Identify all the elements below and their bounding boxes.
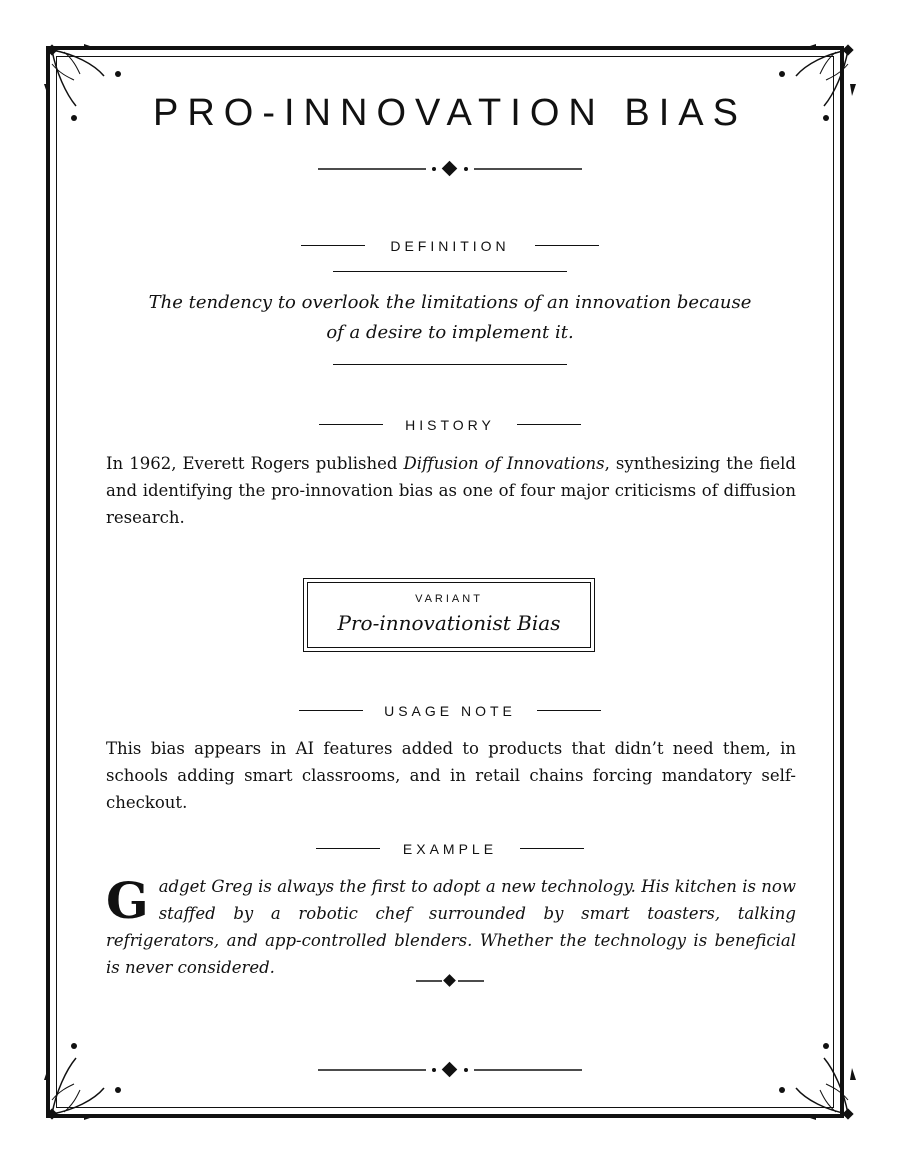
- example-paragraph: [106, 873, 796, 981]
- definition-heading-rule-right: [535, 245, 599, 246]
- example-heading: EXAMPLE: [402, 841, 498, 857]
- example-dropcap: G: [106, 871, 149, 930]
- example-text: adget Greg is always the first to adopt a new technology. His kitchen is now staffed by a robotic chef surrounded by smart toasters, talking refrigerators, and app-controlled blenders. Whether the technology is beneficial is never considered.: [106, 877, 796, 977]
- history-paragraph: [106, 450, 796, 531]
- example-heading-rule-right: [520, 848, 584, 849]
- history-book-title: Diffusion of Innovations: [403, 454, 605, 473]
- title-divider-ornament-icon: [316, 160, 584, 178]
- definition-text: The tendency to overlook the limitations of an innovation because of a desire to implement it.: [148, 292, 752, 343]
- corner-ornament-bottom-right-icon: [766, 1030, 856, 1120]
- variant-box: [303, 578, 595, 652]
- variant-label: VARIANT: [415, 593, 483, 605]
- history-text-before: In 1962, Everett Rogers published: [106, 454, 404, 473]
- history-text-after: , synthesizing the field and identifying the pro-innovation bias as one of four major criticisms of diffusion research.: [106, 454, 796, 527]
- history-heading: HISTORY: [405, 417, 495, 433]
- usage-note-heading-rule-right: [537, 710, 601, 711]
- history-heading-rule-right: [517, 424, 581, 425]
- variant-value: Pro-innovationist Bias: [337, 611, 561, 635]
- example-end-ornament-icon: [414, 973, 486, 989]
- usage-note-heading: USAGE NOTE: [384, 703, 516, 719]
- page-title: PRO-INNOVATION BIAS: [153, 92, 747, 134]
- corner-ornament-bottom-left-icon: [44, 1030, 134, 1120]
- bottom-divider-ornament-icon: [316, 1061, 584, 1079]
- definition-bottom-rule: [333, 364, 567, 365]
- definition-heading: DEFINITION: [390, 238, 510, 254]
- definition-top-rule: [333, 271, 567, 272]
- usage-note-text: This bias appears in AI features added to products that didn’t need them, in schools adding smart classrooms, and in retail chains forcing mandatory self-checkout.: [106, 739, 796, 812]
